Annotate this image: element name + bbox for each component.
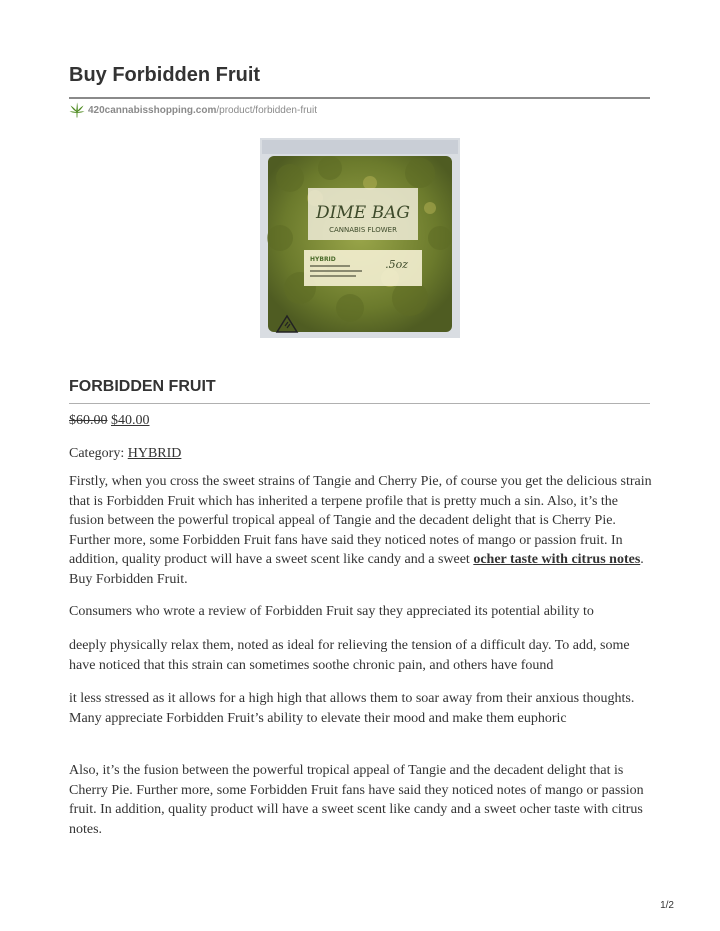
source-path: /product/forbidden-fruit (216, 104, 317, 116)
category (69, 446, 181, 462)
p1-end: . Buy Forbidden Fruit. (69, 552, 644, 587)
source-domain: 420cannabisshopping.com (88, 104, 217, 116)
page-number: 1/2 (660, 900, 674, 911)
bag-label-text: HYBRID (310, 256, 336, 263)
category-label: Category: (69, 446, 125, 461)
product-image (260, 138, 460, 338)
description-paragraph-2: Consumers who wrote a review of Forbidden Fruit say they appreciated its potential ability to (69, 604, 594, 619)
description-paragraph-4: it less stressed as it allows for a high high that allows them to soar away from their anxious thoughts. Many appreciate Forbidden Fruit’s ability to elevate their mood and make them euphoric (69, 691, 635, 726)
description-paragraph-5: Also, it’s the fusion between the powerful tropical appeal of Tangie and the decadent delight that is Cherry Pie. Further more, some Forbidden Fruit fans have said they noticed notes of mango or passion fruit. In addition, quality product will have a sweet scent like candy and a sweet ocher taste with citrus notes. (69, 763, 644, 837)
bag-brand-text: DIME BAG (316, 203, 410, 223)
bag-sub-text: CANNABIS FLOWER (329, 226, 397, 234)
source-link[interactable] (69, 102, 317, 118)
page-title: Buy Forbidden Fruit (69, 64, 261, 86)
p1-text: Firstly, when you cross the sweet strains of Tangie and Cherry Pie, of course you get the delicious strain that is Forbidden Fruit which has inherited a terpene profile that is pretty much a sin. Also, it’s the fusion between the powerful tropical appeal of Tangie and the decadent delight that is Cherry Pie. Further more, some Forbidden Fruit fans have said they noticed notes of mango or passion fruit. In addition, quality product will have a sweet scent like candy and a sweet (69, 474, 652, 568)
description-paragraph-3: deeply physically relax them, noted as ideal for relieving the tension of a difficult day. To add, some have noticed that this strain can sometimes soothe chronic pain, and others have found (69, 638, 630, 673)
bag-weight-text: .5oz (385, 258, 408, 271)
description-paragraph-1 (69, 472, 654, 590)
citrus-notes-link[interactable]: ocher taste with citrus notes (473, 552, 641, 568)
product-divider (69, 403, 650, 404)
old-price: $60.00 (69, 413, 108, 428)
price (69, 413, 150, 429)
new-price: $40.00 (111, 413, 150, 428)
product-name: FORBIDDEN FRUIT (69, 378, 216, 395)
category-link[interactable]: HYBRID (127, 446, 182, 461)
cannabis-leaf-icon (69, 102, 85, 118)
title-divider (69, 97, 650, 99)
